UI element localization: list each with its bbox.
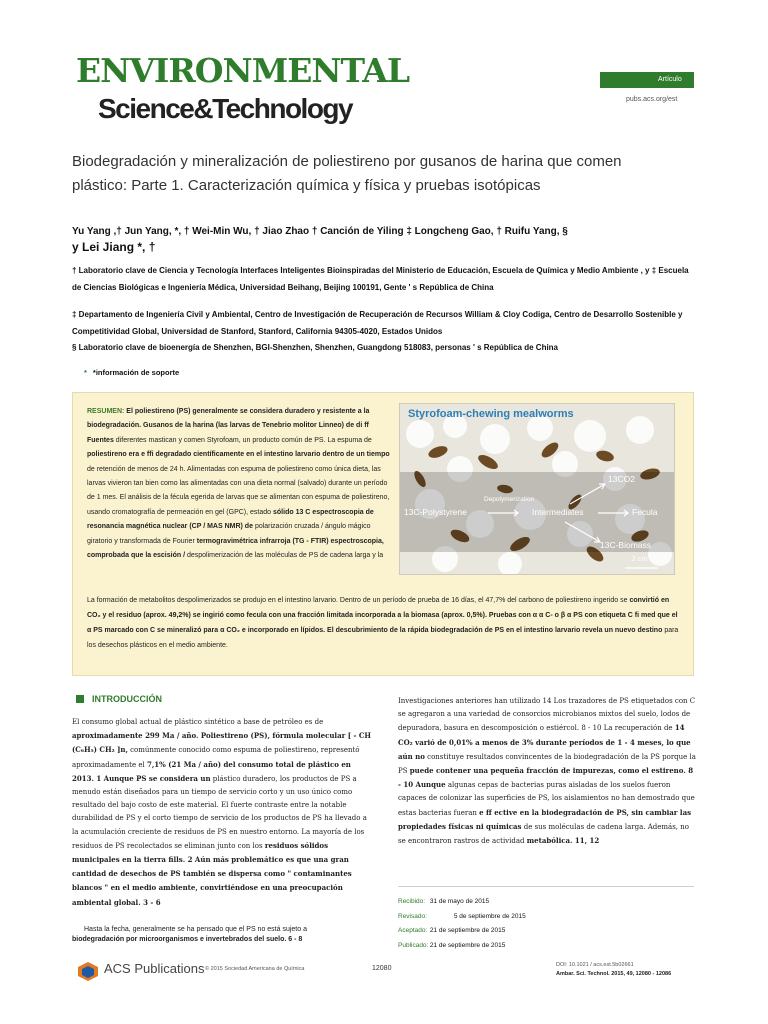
intro-left-b2: 7,1% (21 Ma / año) del consumo total de plástico en 2013. 1 Aunque PS se considera un bbox=[72, 759, 351, 783]
supporting-info-label: *información de soporte bbox=[92, 368, 180, 377]
abstract-label: RESUMEN: bbox=[87, 408, 125, 415]
abstract-full-2: convirtió en CO₂ y el residuo (aprox. 49,2%) se ingirió como fecula con una fracción limitada incorporada a la biomasa (aprox. 0,5%). Pruebas con α α C- o β α PS con etiqueta C fi med que el α PS marcado con C se mineralizó para α CO₂ e incorporado en lípidos. El descubrimiento de la rápida biodegradación de PS en el intestino larvario revela un nuevo destino bbox=[87, 597, 678, 634]
authors-line-1: Yu Yang ,† Jun Yang, *, † Wei-Min Wu, † Jiao Zhao † Canción de Yiling ‡ Longcheng Gao, † Ruifu Yang, § bbox=[72, 226, 568, 237]
abstract-bold-2: poliestireno era e ffi degradado científicamente en el intestino larvario dentro de un tiempo bbox=[87, 451, 390, 459]
acs-publications-text: ACS Publications bbox=[104, 961, 205, 976]
intro-left-1: El consumo global actual de plástico sintético a base de petróleo es de bbox=[72, 718, 324, 726]
date-accepted bbox=[398, 924, 694, 939]
abstract-left-text bbox=[87, 405, 393, 563]
date-published bbox=[398, 939, 694, 954]
acs-hexagon-icon bbox=[76, 961, 100, 981]
affiliation-3: § Laboratorio clave de bioenergía de Shenzhen, BGI-Shenzhen, Shenzhen, Guangdong 518083, personas ' s República de China bbox=[72, 343, 559, 352]
footer-citation: Ambar. Sci. Technol. 2015, 49, 12080 - 12086 bbox=[556, 971, 672, 977]
published-label: Publicado: bbox=[398, 941, 429, 949]
toc-graphic bbox=[399, 403, 675, 575]
date-received bbox=[398, 895, 694, 910]
revised-label: Revisado: bbox=[398, 912, 427, 920]
toc-label-co2: 13CO2 bbox=[608, 474, 635, 484]
intro-left-3: plástico duradero, los productos de PS a menudo están diseñados para un tiempo de servicio corto y un uso único como resultado del bajo costo de este material. El fuerte contraste entre la notable durabilidad de PS y el corto tiempo de servicio de los productos de PS ha llevado a la acumulación creciente de residuos de PS en nuestro entorno. La mayoría de los residuos de PS recolectados se eliminan junto con los bbox=[72, 774, 367, 850]
revised-value: 5 de septiembre de 2015 bbox=[453, 912, 526, 920]
intro-right-b3: e ff ective en la biodegradación de PS, sin cambiar las propiedades físicas ni químicas bbox=[398, 807, 692, 831]
received-label: Recibido: bbox=[398, 898, 426, 905]
intro-right-2: constituye resultados convincentes de la biodegradación de la PS porque la PS bbox=[398, 752, 696, 776]
abstract-bold-3: sólido 13 C espectroscopia de resonancia magnética nuclear (CP / MAS NMR) de bbox=[87, 508, 374, 531]
abstract-bold-4: termogravimétrica infrarroja (TG - FTIR) espectroscopia, comprobada que la escisión / bbox=[87, 537, 384, 560]
toc-scale-bar: 2 cm bbox=[632, 556, 648, 563]
abstract-text-1: diferentes mastican y comen Styrofoam, un producto común de PS. La espuma de bbox=[115, 436, 372, 444]
abstract-text-4: despolimerización de las moléculas de PS de cadena larga y la bbox=[186, 552, 384, 560]
abstract-text-2: de retención de menos de 24 h. Alimentadas con espuma de poliestireno como única dieta, las larvas vivieron tan bien como las alimentadas con una dieta normal (salvado) durante un período de 1 mes. El análisis de la fécula egerida de larvas que se alimentan con espuma de poliestireno, usando cromatografía de permeación en gel (GPC), estado bbox=[87, 465, 390, 516]
abstract-bold-1: El poliestireno (PS) generalmente se considera duradero y resistente a la biodegradación. Gusanos de la harina (las larvas de Tenebrio molitor Linneo) de di ff Fuentes bbox=[87, 408, 370, 444]
published-value: 21 de septiembre de 2015 bbox=[429, 941, 506, 949]
supporting-info-link[interactable] bbox=[84, 368, 179, 377]
intro-note-1: Hasta la fecha, generalmente se ha pensado que el PS no está sujeto a bbox=[84, 926, 307, 933]
intro-right-3: algunas cepas de bacterias puras aisladas de los suelos fueron capaces de colonizar las superficies de PS, los aislamientos no han demostrado que estas bacterias fueran bbox=[398, 781, 695, 817]
accepted-value: 21 de septiembre de 2015 bbox=[429, 927, 506, 934]
intro-left-2: comúnmente conocido como espuma de poliestireno, representó aproximadamente el bbox=[72, 746, 360, 769]
intro-note-2: biodegradación por microorganismos e invertebrados del suelo. 6 - 8 bbox=[72, 936, 303, 943]
toc-label-biomass: 13C-Biomass bbox=[600, 540, 652, 550]
received-value: 31 de mayo de 2015 bbox=[429, 898, 490, 905]
intro-left-b3: residuos sólidos municipales en la tierra fills. 2 Aún más problemático es que una gran cantidad de desechos de PS también se dispersa como " contaminantes blancos " en el medio ambiente, convirtiéndose en una preocupación ambiental global. 3 - 6 bbox=[72, 840, 352, 907]
footer-doi[interactable]: DOI: 10.1021 / acs.est.5b02661 bbox=[556, 962, 634, 968]
article-title: Biodegradación y mineralización de poliestireno por gusanos de harina que comen plástico: Parte 1. Caracterización química y física y pruebas isotópicas bbox=[72, 153, 622, 194]
abstract-full-text bbox=[87, 593, 683, 653]
abstract-full-3: para los desechos plásticos en el medio ambiente. bbox=[87, 627, 679, 649]
journal-logo bbox=[76, 51, 410, 134]
intro-right-b1: 14 CO₂ varió de 0,01% a menos de 3% durante períodos de 1 - 4 meses, lo que aún no bbox=[398, 723, 691, 761]
intro-left-b1: aproximadamente 299 Ma / año. Poliestireno (PS), fórmula molecular [ - CH (C₆H₅) CH₂ ]n, bbox=[72, 731, 372, 755]
abstract-full-1: La formación de metabolitos despolimerizados se produjo en el intestino larvario. Dentro de un período de prueba de 16 días, el 47,7% del carbono de poliestireno ingerido se bbox=[87, 597, 628, 604]
article-type-badge: Artículo bbox=[600, 72, 694, 88]
logo-environmental: ENVIRONMENTAL bbox=[76, 51, 410, 90]
toc-title: Styrofoam-chewing mealworms bbox=[408, 408, 574, 420]
date-revised bbox=[398, 910, 694, 925]
affiliation-2: ‡ Departamento de Ingeniería Civil y Ambiental, Centro de Investigación de Recuperación de Recursos William & Cloy Codiga, Centro de Desarrollo Sostenible y Competitividad Global, Universidad de Stanford, Stanford, California 94305-4020, Estados Unidos bbox=[72, 310, 683, 336]
intro-right-1: Investigaciones anteriores han utilizado 14 Los trazadores de PS etiquetados con C se agregaron a una variedad de consorcios microbianos mixtos del suelo, lodos de depuradora, basura en descomposición o estiércol. 8 - 10 La recuperación de bbox=[398, 697, 696, 733]
article-dates bbox=[398, 886, 694, 953]
abstract-text-3: polarización cruzada / ángulo mágico giratorio y transformada de Fourier bbox=[87, 523, 371, 545]
intro-note bbox=[72, 925, 362, 945]
intro-right-4: de sus moléculas de cadena larga. Además, no se encontraron rastros de actividad bbox=[398, 822, 689, 846]
toc-label-depolymerization: Depolymerization bbox=[484, 496, 535, 503]
authors-line-2: y Lei Jiang *, † bbox=[72, 240, 156, 254]
intro-right-b2: puede contener una pequeña fracción de impurezas, como el estireno. 8 - 10 Aunque bbox=[398, 766, 694, 790]
introduction-heading bbox=[76, 694, 162, 704]
introduction-heading-label: INTRODUCCIÓN bbox=[92, 694, 162, 704]
intro-left-column bbox=[72, 716, 372, 910]
abstract-box bbox=[72, 392, 694, 676]
acs-publications-logo[interactable] bbox=[76, 961, 206, 981]
logo-science-technology: Science&Technology bbox=[98, 93, 353, 124]
intro-right-column bbox=[398, 695, 698, 848]
journal-url[interactable]: pubs.acs.org/est bbox=[626, 96, 678, 103]
footer-copyright: © 2015 Sociedad Americana de Química bbox=[205, 966, 305, 972]
intro-right-b4: metabólica. 11, 12 bbox=[526, 836, 600, 846]
asterisk-icon: * bbox=[84, 368, 87, 377]
footer-page-number: 12080 bbox=[372, 965, 392, 972]
toc-label-polystyrene: 13C-Polystyrene bbox=[404, 507, 467, 517]
toc-label-fecula: Fecula bbox=[632, 507, 658, 517]
footer-doi-block bbox=[556, 961, 696, 979]
toc-label-intermediates: Intermediates bbox=[532, 507, 584, 517]
affiliation-1: † Laboratorio clave de Ciencia y Tecnología Interfaces Inteligentes Bioinspiradas del Ministerio de Educación, Escuela de Química y Medio Ambiente , y ‡ Escuela de Ciencias Biológicas e Ingeniería Médica, Universidad Beihang, Beijing 100191, Gente ' s República de China bbox=[72, 266, 689, 292]
section-square-icon bbox=[76, 695, 84, 703]
accepted-label: Aceptado: bbox=[398, 927, 428, 934]
